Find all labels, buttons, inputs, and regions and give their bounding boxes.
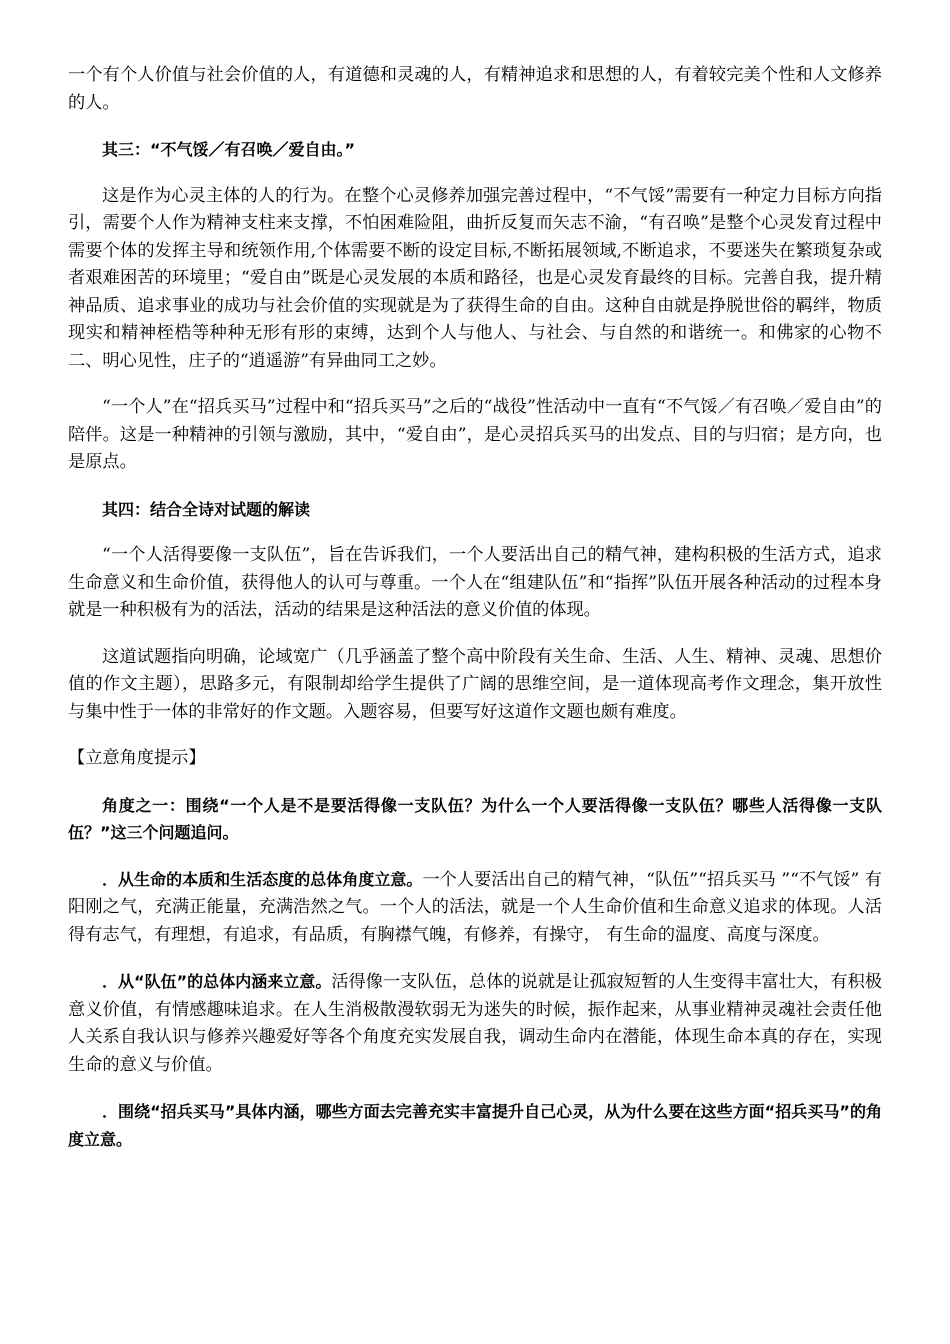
section-heading-4: 其四：结合全诗对试题的解读 [102, 499, 311, 519]
section-heading-3: 其三：“不气馁／有召唤／爱自由。” [102, 140, 356, 159]
paragraph-interpretation: “一个人活得要像一支队伍”，旨在告诉我们，一个人要活出自己的精气神，建构积极的生活方式，追求生命意义和生命价值，获得他人的认可与尊重。一个人在“组建队伍”和“指挥”队伍开展各种活动的过程本身就是一种积极有为的活法，活动的结果是这种活法的意义价值的体现。 [68, 545, 882, 620]
angle-item-1-body: 一个人要活出自己的精气神，“队伍”“招兵买马 ”“不气馁” 有阳刚之气，充满正能量，充满浩然之气。一个人的活法，就是一个人生命价值和生命意义追求的体现。人活得有志气，有理想，有追求，有品质，有胸襟气魄，有修养，有操守， 有生命的温度、高度与深度。 [68, 869, 882, 945]
angle-item-2-body: 活得像一支队伍，总体的说就是让孤寂短暂的人生变得丰富壮大，有积极意义价值，有情感趣味追求。在人生消极散漫软弱无为迷失的时候，振作起来，从事业精神灵魂社会责任他人关系自我认识与修养兴趣爱好等各个角度充实发展自我，调动生命内在潜能，体现生命本真的存在，实现生命的意义与价值。 [68, 972, 882, 1075]
angle-item-2-lead: ．从“队伍”的总体内涵来立意。 [102, 972, 332, 991]
section-heading-hints: 【立意角度提示】 [68, 748, 206, 768]
angle-heading-1: 角度之一：围绕“一个人是不是要活得像一支队伍？为什么一个人要活得像一支队伍？哪些人活得像一支队伍？”这三个问题追问。 [68, 795, 882, 842]
angle-item-3: ．围绕“招兵买马”具体内涵，哪些方面去完善充实丰富提升自己心灵，从为什么要在这些方面“招兵买马”的角度立意。 [68, 1102, 882, 1149]
paragraph-companion: “一个人”在“招兵买马”过程中和“招兵买马”之后的“战役”性活动中一直有“不气馁／有召唤／爱自由”的陪伴。这是一种精神的引领与激励，其中，“爱自由”，是心灵招兵买马的出发点、目的与归宿；是方向，也是原点。 [68, 397, 882, 472]
angle-item-1-lead: ．从生命的本质和生活态度的总体角度立意。 [102, 869, 423, 889]
paragraph-evaluation: 这道试题指向明确，论域宽广（几乎涵盖了整个高中阶段有关生命、生活、人生、精神、灵魂、思想价值的作文主题），思路多元，有限制却给学生提供了广阔的思维空间，是一道体现高考作文理念，集开放性与集中性于一体的非常好的作文题。入题容易，但要写好这道作文题也颇有难度。 [68, 646, 882, 722]
paragraph-section-3: 这是作为心灵主体的人的行为。在整个心灵修养加强完善过程中，“不气馁”需要有一种定力目标方向指引，需要个人作为精神支柱来支撑，不怕困难险阻，曲折反复而矢志不渝，“有召唤”是整个心灵发育过程中需要个体的发挥主导和统领作用,个体需要不断的设定目标,不断拓展领域,不断追求，不要迷失在繁琐复杂或者艰难困苦的环境里；“爱自由”既是心灵发展的本质和路径，也是心灵发育最终的目标。完善自我，提升精神品质、追求事业的成功与社会价值的实现就是为了获得生命的自由。这种自由就是挣脱世俗的羁绊，物质现实和精神桎梏等种种无形有形的束缚，达到个人与他人、与社会、与自然的和谐统一。和佛家的心物不二、明心见性，庄子的“逍遥游”有异曲同工之妙。 [68, 185, 882, 371]
document-page [68, 62, 882, 1153]
angle-item-1 [68, 866, 882, 950]
paragraph-continuation: 一个有个人价值与社会价值的人，有道德和灵魂的人，有精神追求和思想的人，有着较完美个性和人文修养的人。 [68, 65, 882, 113]
angle-item-2 [68, 968, 882, 1079]
